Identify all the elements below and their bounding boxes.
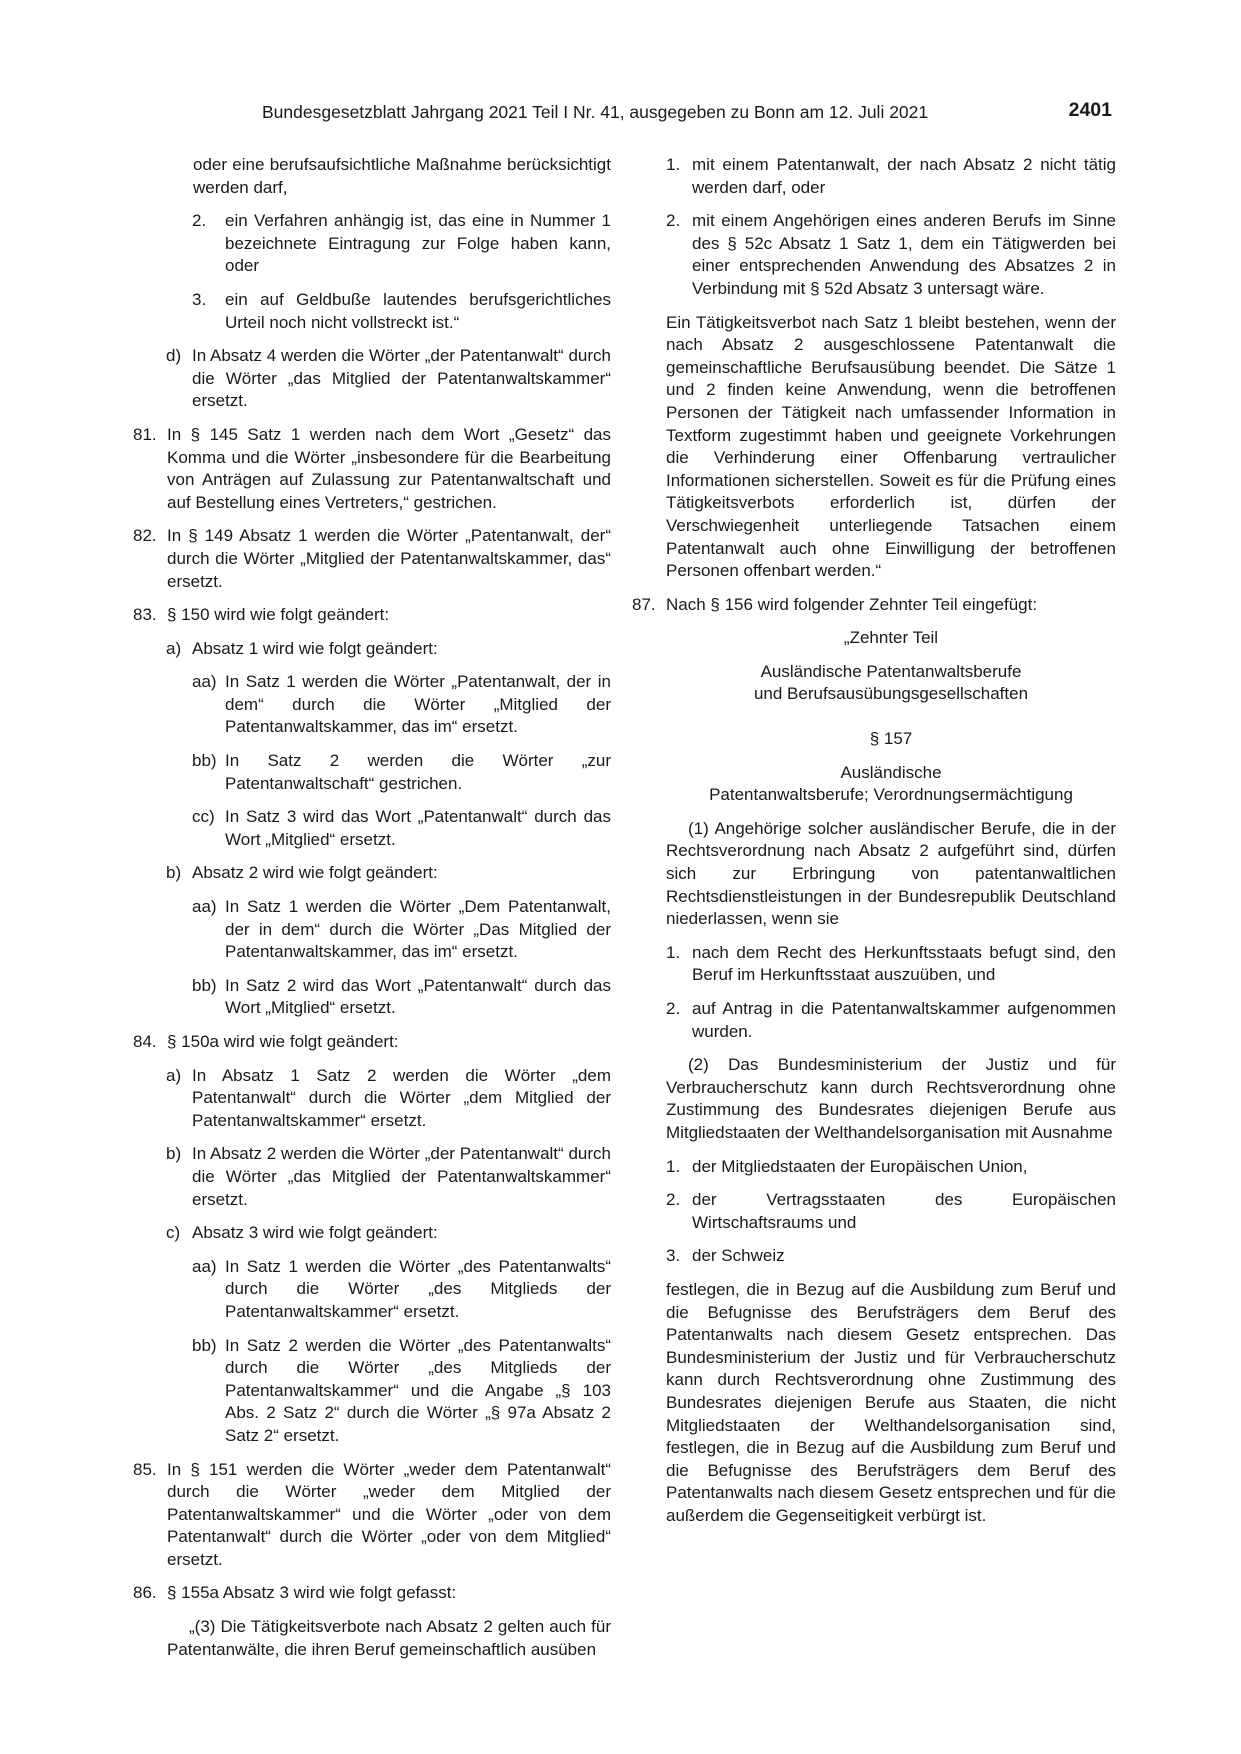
list-item: bb) In Satz 2 wird das Wort „Patentanwalt“ durch das Wort „Mitglied“ ersetzt.	[192, 975, 611, 1018]
page-header	[262, 101, 1112, 127]
list-item: aa) In Satz 1 werden die Wörter „Patentanwalt, der in dem“ durch die Wörter „Mitglied der Patentanwaltskammer, das im“ ersetzt.	[192, 672, 611, 737]
list-item: bb) In Satz 2 werden die Wörter „zur Patentanwaltschaft“ gestrichen.	[192, 751, 611, 793]
list-item: 2. ein Verfahren anhängig ist, das eine in Nummer 1 bezeichnete Eintragung zur Folge haben kann, oder	[192, 211, 611, 276]
part-title: „Zehnter Teil	[843, 628, 939, 648]
list-item: 2. mit einem Angehörigen eines anderen Berufs im Sinne des § 52c Absatz 1 Satz 1, dem ein Tätigwerden bei einer entsprechenden Anwendung des Absatzes 2 in Verbindung mit § 52d Absatz 3 untersagt wäre.	[666, 211, 1116, 298]
page-number: 2401	[1068, 99, 1112, 121]
amendment-81: 81. In § 145 Satz 1 werden nach dem Wort „Gesetz“ das Komma und die Wörter „insbesondere für die Bearbeitung von Anträgen auf Zulassung zur Patentanwaltschaft und auf Bestellung eines Vertreters,“ gestrichen.	[133, 424, 611, 512]
list-item: a) Absatz 1 wird wie folgt geändert:	[166, 638, 438, 658]
list-item: 2. der Vertragsstaaten des Europäischen Wirtschaftsraums und	[666, 1190, 1116, 1232]
right-column	[632, 154, 1116, 1538]
list-item: 3. der Schweiz	[666, 1246, 785, 1266]
paragraph: (2) Das Bundesministerium der Justiz und für Verbraucherschutz kann durch Rechtsverordnung ohne Zustimmung des Bundesrates diejenigen Berufe aus Mitgliedstaaten der Welthandelsorganisation mit Ausnahme	[666, 1055, 1116, 1142]
list-item: b) Absatz 2 wird wie folgt geändert:	[166, 863, 438, 883]
left-column	[133, 154, 611, 1672]
amendment-84: 84. § 150a wird wie folgt geändert:	[133, 1032, 399, 1051]
amendment-87: 87. Nach § 156 wird folgender Zehnter Teil eingefügt:	[632, 594, 1038, 614]
list-item: 3. ein auf Geldbuße lautendes berufsgerichtliches Urteil noch nicht vollstreckt ist.“	[192, 289, 611, 332]
section-title: Patentanwaltsberufe; Verordnungsermächtigung	[709, 785, 1073, 805]
list-item: aa) In Satz 1 werden die Wörter „Dem Patentanwalt, der in dem“ durch die Wörter „Das Mitglied der Patentanwaltskammer, das im“ ersetzt.	[192, 897, 611, 962]
list-item: bb) In Satz 2 werden die Wörter „des Patentanwalts“ durch die Wörter „des Mitglieds der Patentanwaltskammer“ und die Angabe „§ 103 Abs. 2 Satz 2“ durch die Wörter „§ 97a Absatz 2 Satz 2“ ersetzt.	[192, 1335, 611, 1445]
paragraph: (1) Angehörige solcher ausländischer Berufe, die in der Rechtsverordnung nach Absatz 2 aufgeführt sind, dürfen sich zur Erbringung von patentanwaltlichen Rechtsdienstleistungen in der Bundesrepublik Deutschland niederlassen, wenn sie	[666, 818, 1116, 929]
section-number: § 157	[869, 729, 913, 749]
list-item: c) Absatz 3 wird wie folgt geändert:	[166, 1223, 438, 1243]
list-item: 1. mit einem Patentanwalt, der nach Absatz 2 nicht tätig werden darf, oder	[666, 155, 1116, 197]
section-title: Ausländische	[840, 762, 942, 782]
part-subtitle: und Berufsausübungsgesellschaften	[753, 684, 1029, 704]
paragraph: Ein Tätigkeitsverbot nach Satz 1 bleibt bestehen, wenn der nach Absatz 2 ausgeschlossene Patentanwalt die gemeinschaftliche Berufsausübung beendet. Die Sätze 1 und 2 finden keine Anwendung, wenn die betroffenen Personen der Tätigkeit nach umfassender Information in Textform zugestimmt haben und geeignete Vorkehrungen die Verhinderung einer Offenbarung vertraulicher Informationen sicherstellen. Soweit es für die Prüfung eines Tätigkeitsverbots erforderlich ist, dürfen der Verschwiegenheit unterliegende Tatsachen einem Patentanwalt auch ohne Einwilligung der betroffenen Personen offenbart werden.“	[666, 312, 1116, 581]
list-item: aa) In Satz 1 werden die Wörter „des Patentanwalts“ durch die Wörter „des Mitglieds der Patentanwaltskammer“ ersetzt.	[192, 1256, 611, 1321]
paragraph: festlegen, die in Bezug auf die Ausbildung zum Beruf und die Befugnisse des Berufsträgers dem Beruf des Patentanwalts nach diesem Gesetz entsprechen. Das Bundesministerium der Justiz und für Verbraucherschutz kann durch Rechtsverordnung ohne Zustimmung des Bundesrates diejenigen Berufe aus Staaten, die nicht Mitgliedstaaten der Welthandelsorganisation sind, festlegen, die in Bezug auf die Ausbildung zum Beruf und die Befugnisse des Berufsträgers dem Beruf des Patentanwalts nach diesem Gesetz entsprechen und für die außerdem die Gegenseitigkeit verbürgt ist.	[666, 1279, 1116, 1525]
continued-text: oder eine berufsaufsichtliche Maßnahme berücksichtigt werden darf,	[193, 155, 611, 197]
list-item: d) In Absatz 4 werden die Wörter „der Patentanwalt“ durch die Wörter „das Mitglied der Patentanwaltskammer“ ersetzt.	[166, 346, 611, 411]
list-item: 1. der Mitgliedstaaten der Europäischen Union,	[666, 1156, 1028, 1176]
part-subtitle: Ausländische Patentanwaltsberufe	[760, 661, 1022, 681]
quoted-paragraph: „(3) Die Tätigkeitsverbote nach Absatz 2 gelten auch für Patentanwälte, die ihren Beruf gemeinschaftlich ausüben	[167, 1617, 611, 1659]
amendment-85: 85. In § 151 werden die Wörter „weder dem Patentanwalt“ durch die Wörter „weder dem Mitglied der Patentanwaltskammer“ und die Wörter „oder von dem Patentanwalt“ durch die Wörter „oder von dem Mitglied“ ersetzt.	[133, 1459, 611, 1569]
header-title: Bundesgesetzblatt Jahrgang 2021 Teil I Nr. 41, ausgegeben zu Bonn am 12. Juli 2021	[262, 102, 929, 122]
list-item: a) In Absatz 1 Satz 2 werden die Wörter „dem Patentanwalt“ durch die Wörter „dem Mitglied der Patentanwaltskammer“ ersetzt.	[166, 1065, 611, 1130]
amendment-82: 82. In § 149 Absatz 1 werden die Wörter „Patentanwalt, der“ durch die Wörter „Mitglied der Patentanwaltskammer, das“ ersetzt.	[133, 526, 611, 591]
amendment-83: 83. § 150 wird wie folgt geändert:	[133, 605, 390, 625]
list-item: 1. nach dem Recht des Herkunftsstaats befugt sind, den Beruf im Herkunftsstaat auszuüben, und	[666, 942, 1116, 985]
amendment-86: 86. § 155a Absatz 3 wird wie folgt gefasst:	[133, 1583, 457, 1603]
list-item: 2. auf Antrag in die Patentanwaltskammer aufgenommen wurden.	[666, 999, 1116, 1041]
list-item: cc) In Satz 3 wird das Wort „Patentanwalt“ durch das Wort „Mitglied“ ersetzt.	[192, 807, 611, 849]
list-item: b) In Absatz 2 werden die Wörter „der Patentanwalt“ durch die Wörter „das Mitglied der Patentanwaltskammer“ ersetzt.	[166, 1144, 611, 1209]
